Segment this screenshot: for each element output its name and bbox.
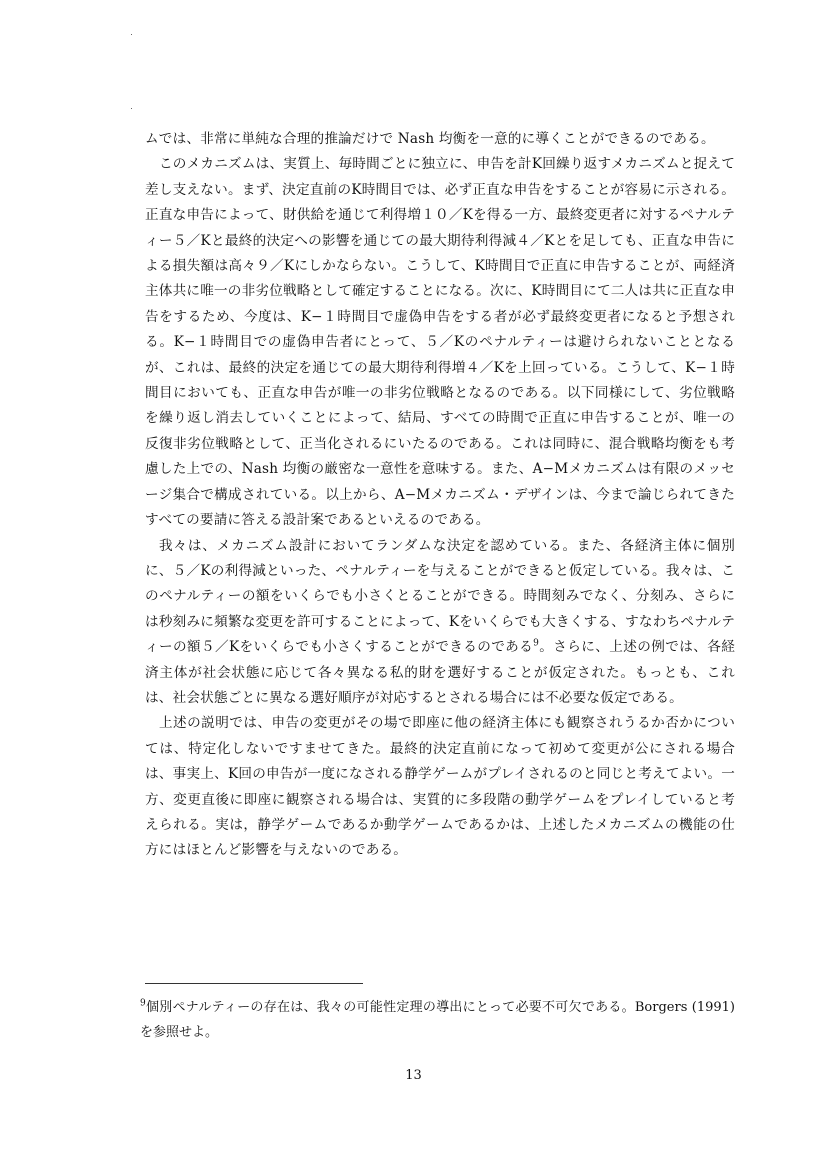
paragraph-3 xyxy=(145,534,735,712)
scan-mark-top xyxy=(131,34,132,35)
paragraph-3-text-before: 我々は、メカニズム設計においてランダムな決定を認めている。また、各経済主体に個別に、５／Kの利得減といった、ペナルティーを与えることができると仮定している。我々は、このペナルティーの額をいくらでも小さくとることができる。時間刻みでなく、分刻み、さらには秒刻みに頻繁な変更を許可することによって、Kをいくらでも大きくする、すなわちペナルティーの額５／Kをいくらでも小さくすることができるのである xyxy=(145,537,735,656)
page-number: 13 xyxy=(405,1068,422,1083)
paragraph-1: ムでは、非常に単純な合理的推論だけで Nash 均衡を一意的に導くことができるのである。 xyxy=(145,131,715,147)
footnote-reference: 9 xyxy=(533,638,540,649)
body-text xyxy=(145,127,735,864)
paragraph-4: 上述の説明では、申告の変更がその場で即座に他の経済主体にも観察されうるか否かについては、特定化しないですませてきた。最終的決定直前になって初めて変更が公にされる場合は、事実上、K回の申告が一度になされる静学ゲームがプレイされるのと同じと考えてよい。一方、変更直後に即座に観察される場合は、実質的に多段階の動学ゲームをプレイしていると考えられる。実は，静学ゲームであるか動学ゲームであるかは、上述したメカニズムの機能の仕方にはほとんど影響を与えないのである。 xyxy=(145,715,735,859)
paragraph-2: このメカニズムは、実質上、毎時間ごとに独立に、申告を計K回繰り返すメカニズムと捉えて差し支えない。まず、決定直前のK時間目では、必ず正直な申告をすることが容易に示される。正直な申告によって、財供給を通じて利得増１０／Kを得る一方、最終変更者に対するペナルティー５／Kと最終的決定への影響を通じての最大期待利得減４／Kとを足しても、正直な申告による損失額は高々９／Kにしかならない。こうして、K時間目で正直に申告することが、両経済主体共に唯一の非劣位戦略として確定することになる。次に、K時間目にて二人は共に正直な申告をするため、今度は、K−１時間目で虚偽申告をする者が必ず最終変更者になると予想される。K−１時間目での虚偽申告者にとって、５／Kのペナルティーは避けられないこととなるが、これは、最終的決定を通じての最大期待利得増４／Kを上回っている。こうして、K−１時間目においても、正直な申告が唯一の非劣位戦略となるのである。以下同様にして、劣位戦略を繰り返し消去していくことによって、結局、すべての時間で正直に申告することが、唯一の反復非劣位戦略として、正当化されるにいたるのである。これは同時に、混合戦略均衡をも考慮した上での、Nash 均衡の厳密な一意性を意味する。また、A−Mメカニズムは有限のメッセージ集合で構成されている。以上から、A−Mメカニズム・デザインは、今まで論じられてきたすべての要請に答える設計案であるといえるのである。 xyxy=(145,156,735,529)
paragraph-3-text-after: 。さらに、上述の例では、各経済主体が社会状態に応じて各々異なる私的財を選好することが仮定された。もっとも、これは、社会状態ごとに異なる選好順序が対応するとされる場合には不必要な仮定である。 xyxy=(145,639,735,706)
footnote xyxy=(140,995,735,1045)
scan-mark-upper xyxy=(131,108,132,109)
footnote-text: 個別ペナルティーの存在は、我々の可能性定理の導出にとって必要不可欠である。Borgers (1991) を参照せよ。 xyxy=(140,1000,735,1040)
footnote-divider xyxy=(145,983,363,984)
footnote-mark: 9 xyxy=(140,998,146,1009)
